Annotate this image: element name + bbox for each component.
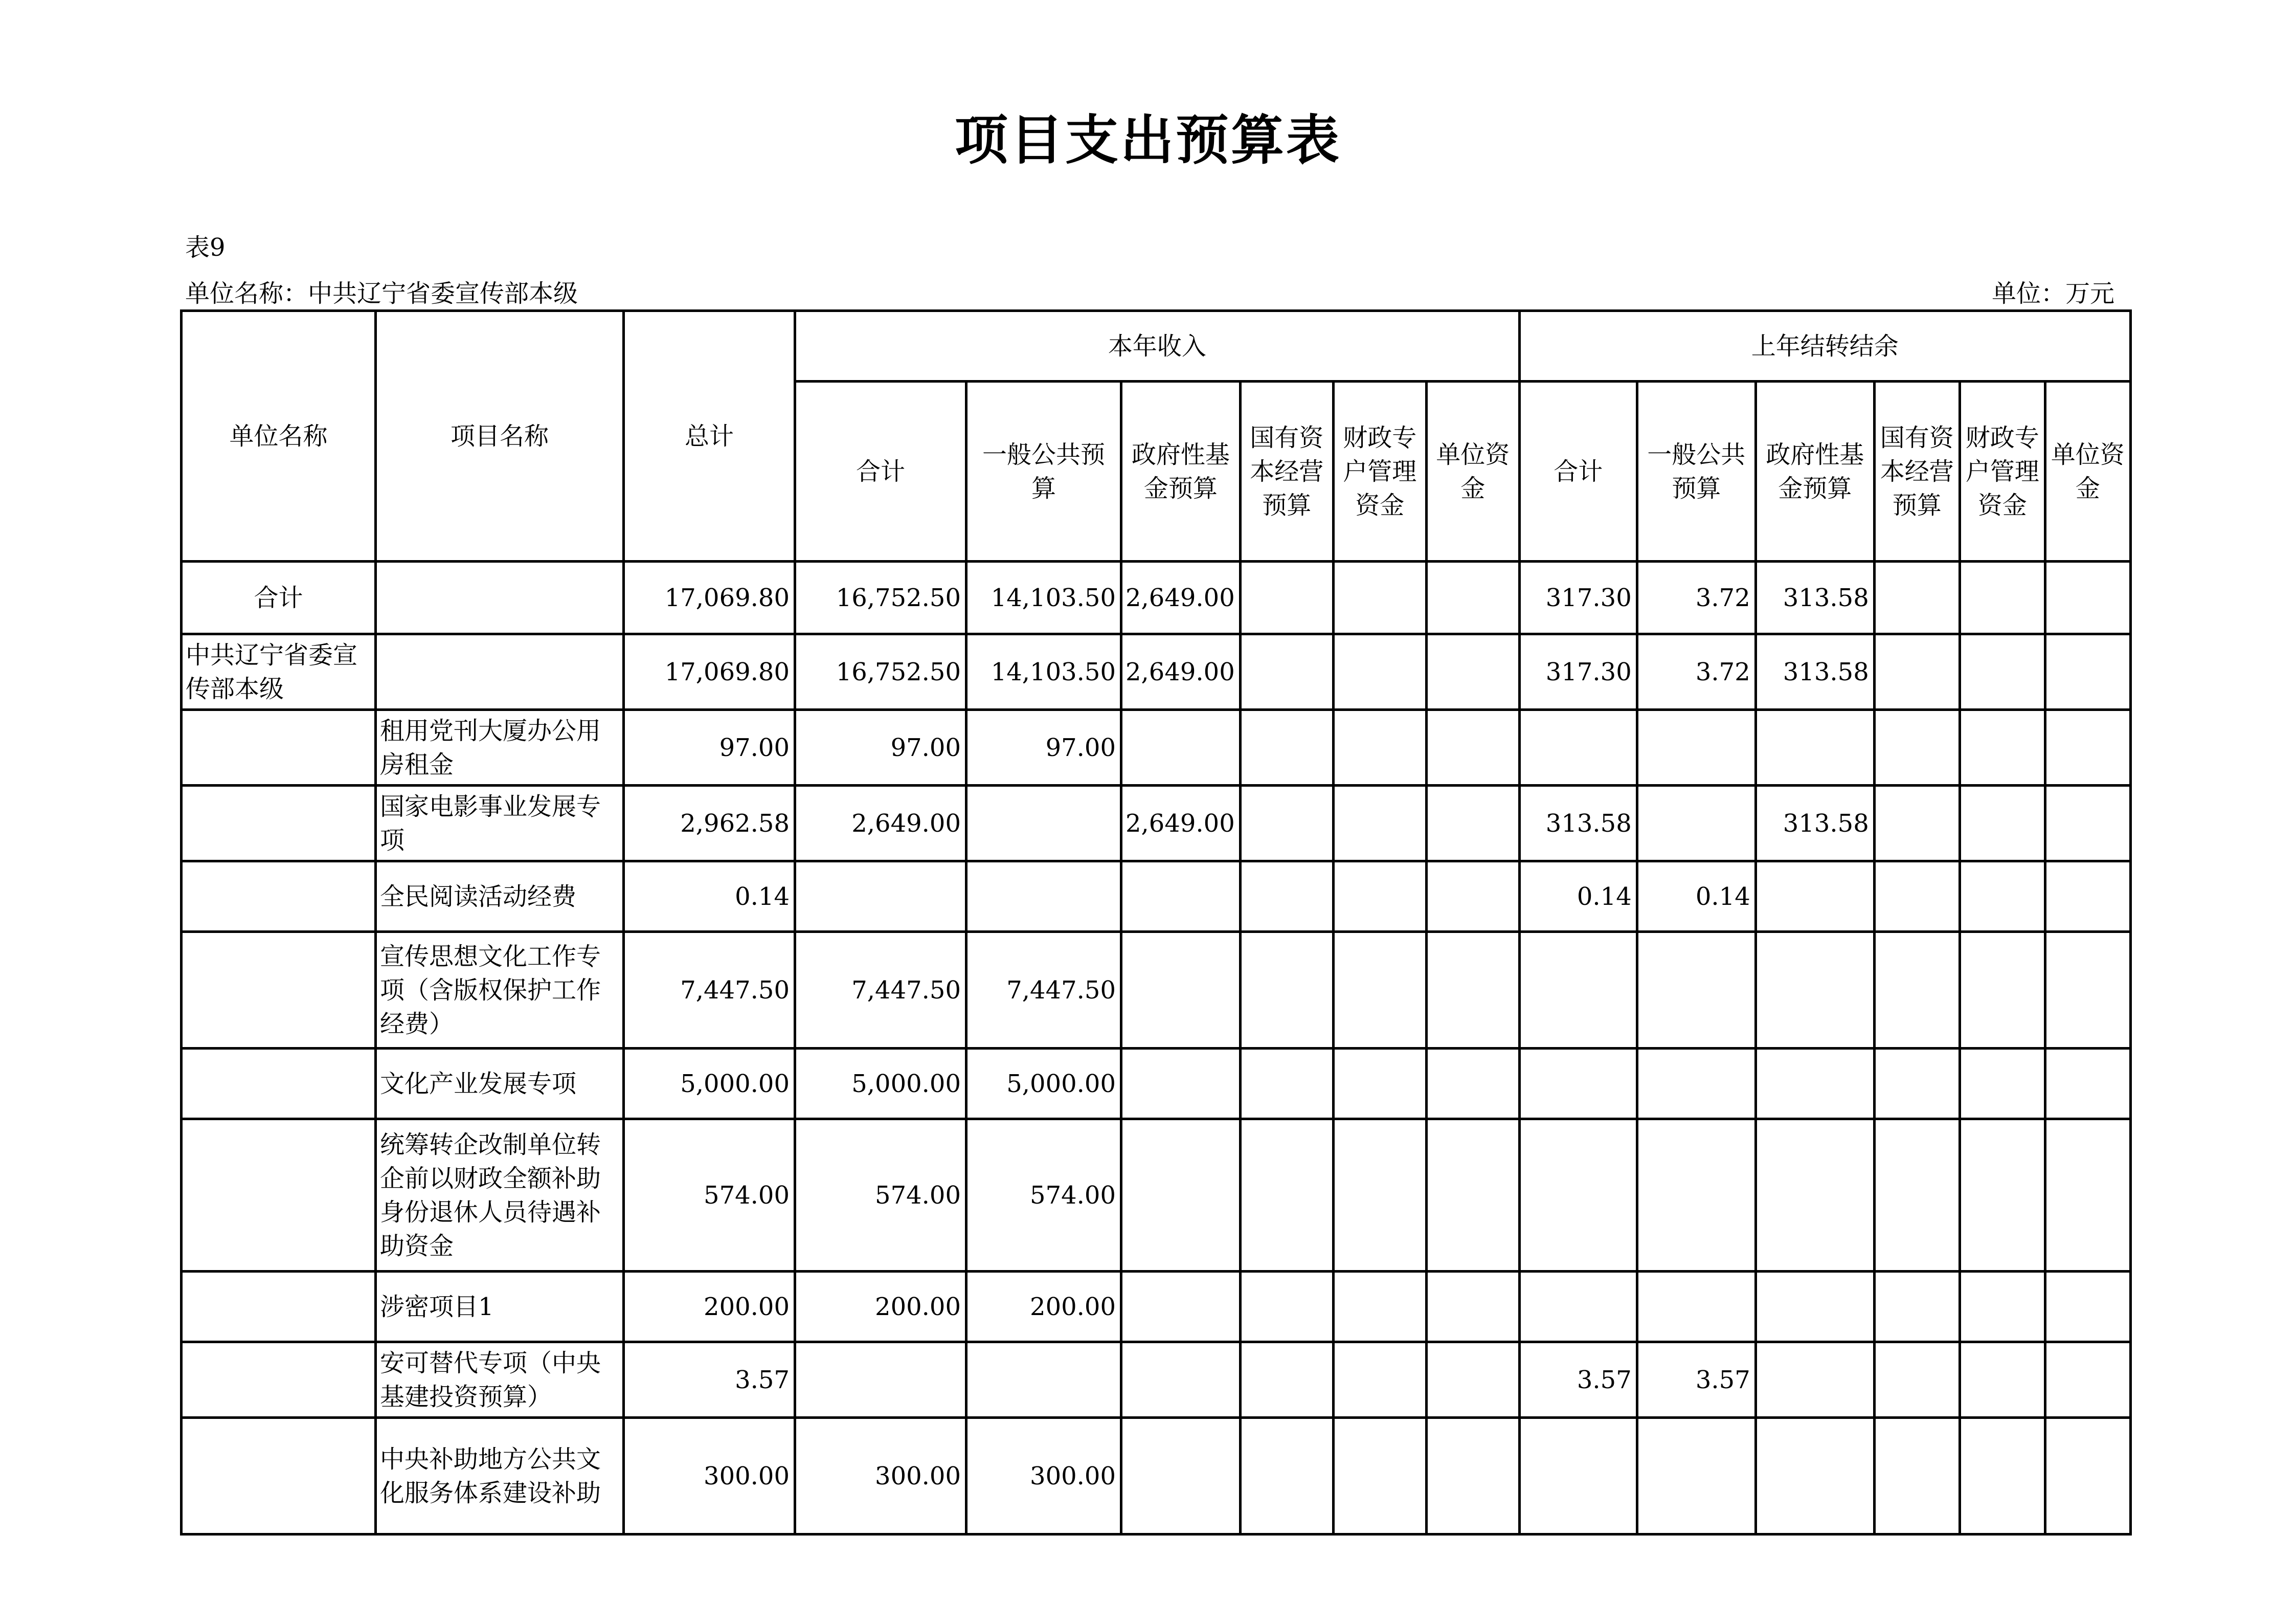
cell-p-sum: 313.58 bbox=[1519, 786, 1637, 861]
cell-c-state bbox=[1240, 562, 1333, 634]
cell-c-state bbox=[1240, 932, 1333, 1049]
cell-project bbox=[376, 634, 624, 710]
cell-c-gov bbox=[1121, 861, 1241, 932]
currency-unit-label: 单位：万元 bbox=[1991, 279, 2114, 308]
cell-project: 统筹转企改制单位转企前以财政全额补助身份退休人员待遇补助资金 bbox=[376, 1119, 624, 1272]
header-cur-general: 一般公共预算 bbox=[966, 382, 1121, 562]
cell-c-gen bbox=[966, 786, 1121, 861]
cell-c-spec bbox=[1333, 1272, 1426, 1342]
header-prev-gov-fund: 政府性基金预算 bbox=[1755, 382, 1874, 562]
cell-c-state bbox=[1240, 1342, 1333, 1418]
cell-c-gov bbox=[1121, 1342, 1241, 1418]
table-row bbox=[182, 861, 2131, 932]
cell-c-spec bbox=[1333, 1342, 1426, 1418]
cell-c-unit bbox=[1426, 710, 1519, 786]
cell-c-spec bbox=[1333, 634, 1426, 710]
cell-c-state bbox=[1240, 710, 1333, 786]
cell-c-sum: 2,649.00 bbox=[795, 786, 966, 861]
cell-c-gov bbox=[1121, 1119, 1241, 1272]
table-row bbox=[182, 786, 2131, 861]
cell-p-spec bbox=[1960, 562, 2045, 634]
cell-c-spec bbox=[1333, 786, 1426, 861]
cell-p-sum: 3.57 bbox=[1519, 1342, 1637, 1418]
cell-p-state bbox=[1874, 1342, 1960, 1418]
cell-c-unit bbox=[1426, 1049, 1519, 1119]
cell-p-sum bbox=[1519, 710, 1637, 786]
header-prev-state-capital: 国有资本经营预算 bbox=[1874, 382, 1960, 562]
header-prev-unit: 单位资金 bbox=[2045, 382, 2130, 562]
cell-c-sum: 5,000.00 bbox=[795, 1049, 966, 1119]
cell-c-spec bbox=[1333, 932, 1426, 1049]
cell-p-gen bbox=[1637, 1119, 1755, 1272]
cell-unit bbox=[182, 1418, 376, 1534]
cell-p-sum bbox=[1519, 1272, 1637, 1342]
cell-p-unit bbox=[2045, 786, 2130, 861]
cell-c-spec bbox=[1333, 1418, 1426, 1534]
cell-p-sum bbox=[1519, 1119, 1637, 1272]
unit-name-label: 单位名称：中共辽宁省委宣传部本级 bbox=[185, 279, 578, 308]
cell-p-gen: 3.57 bbox=[1637, 1342, 1755, 1418]
cell-p-unit bbox=[2045, 1272, 2130, 1342]
cell-p-sum: 317.30 bbox=[1519, 562, 1637, 634]
cell-c-sum: 7,447.50 bbox=[795, 932, 966, 1049]
cell-p-gov bbox=[1755, 1418, 1874, 1534]
cell-c-spec bbox=[1333, 1049, 1426, 1119]
table-row bbox=[182, 1418, 2131, 1534]
cell-p-sum bbox=[1519, 1418, 1637, 1534]
cell-total: 300.00 bbox=[624, 1418, 795, 1534]
header-prev-sum: 合计 bbox=[1519, 382, 1637, 562]
cell-p-gov bbox=[1755, 1119, 1874, 1272]
cell-total: 7,447.50 bbox=[624, 932, 795, 1049]
cell-project bbox=[376, 562, 624, 634]
cell-c-unit bbox=[1426, 1272, 1519, 1342]
cell-c-gen bbox=[966, 861, 1121, 932]
cell-c-gov bbox=[1121, 1272, 1241, 1342]
cell-c-gov: 2,649.00 bbox=[1121, 786, 1241, 861]
cell-c-spec bbox=[1333, 562, 1426, 634]
header-unit: 单位名称 bbox=[182, 311, 376, 562]
cell-project: 国家电影事业发展专项 bbox=[376, 786, 624, 861]
cell-c-state bbox=[1240, 1119, 1333, 1272]
cell-c-sum bbox=[795, 861, 966, 932]
cell-c-unit bbox=[1426, 1342, 1519, 1418]
table-row bbox=[182, 932, 2131, 1049]
cell-p-spec bbox=[1960, 786, 2045, 861]
cell-c-sum bbox=[795, 1342, 966, 1418]
cell-c-unit bbox=[1426, 861, 1519, 932]
cell-p-gov bbox=[1755, 710, 1874, 786]
table-row bbox=[182, 1119, 2131, 1272]
cell-p-gov bbox=[1755, 932, 1874, 1049]
cell-total: 3.57 bbox=[624, 1342, 795, 1418]
cell-unit bbox=[182, 932, 376, 1049]
cell-unit bbox=[182, 1119, 376, 1272]
cell-c-gov: 2,649.00 bbox=[1121, 634, 1241, 710]
cell-total: 97.00 bbox=[624, 710, 795, 786]
cell-unit bbox=[182, 1342, 376, 1418]
cell-p-state bbox=[1874, 634, 1960, 710]
cell-p-gen: 0.14 bbox=[1637, 861, 1755, 932]
cell-p-gov bbox=[1755, 861, 1874, 932]
cell-p-state bbox=[1874, 932, 1960, 1049]
cell-total: 2,962.58 bbox=[624, 786, 795, 861]
cell-c-gen: 200.00 bbox=[966, 1272, 1121, 1342]
cell-c-sum: 200.00 bbox=[795, 1272, 966, 1342]
cell-c-state bbox=[1240, 634, 1333, 710]
cell-p-unit bbox=[2045, 1119, 2130, 1272]
cell-unit bbox=[182, 1272, 376, 1342]
header-carryover: 上年结转结余 bbox=[1519, 311, 2130, 382]
cell-c-unit bbox=[1426, 932, 1519, 1049]
cell-c-unit bbox=[1426, 562, 1519, 634]
cell-c-sum: 16,752.50 bbox=[795, 634, 966, 710]
cell-c-state bbox=[1240, 1272, 1333, 1342]
cell-p-gen: 3.72 bbox=[1637, 634, 1755, 710]
cell-p-unit bbox=[2045, 634, 2130, 710]
header-prev-special: 财政专户管理资金 bbox=[1960, 382, 2045, 562]
cell-unit bbox=[182, 861, 376, 932]
header-cur-state-capital: 国有资本经营预算 bbox=[1240, 382, 1333, 562]
cell-p-spec bbox=[1960, 1418, 2045, 1534]
cell-p-state bbox=[1874, 562, 1960, 634]
cell-p-sum: 0.14 bbox=[1519, 861, 1637, 932]
cell-c-gen: 574.00 bbox=[966, 1119, 1121, 1272]
cell-p-spec bbox=[1960, 1272, 2045, 1342]
cell-p-spec bbox=[1960, 710, 2045, 786]
header-prev-general: 一般公共预算 bbox=[1637, 382, 1755, 562]
cell-p-state bbox=[1874, 710, 1960, 786]
cell-p-state bbox=[1874, 1119, 1960, 1272]
cell-p-gen bbox=[1637, 1272, 1755, 1342]
cell-total: 574.00 bbox=[624, 1119, 795, 1272]
cell-p-unit bbox=[2045, 932, 2130, 1049]
cell-p-unit bbox=[2045, 562, 2130, 634]
budget-table bbox=[180, 309, 2132, 1536]
cell-c-state bbox=[1240, 1418, 1333, 1534]
cell-total: 200.00 bbox=[624, 1272, 795, 1342]
cell-project: 安可替代专项（中央基建投资预算） bbox=[376, 1342, 624, 1418]
cell-c-gen: 14,103.50 bbox=[966, 634, 1121, 710]
cell-total: 5,000.00 bbox=[624, 1049, 795, 1119]
cell-p-gov: 313.58 bbox=[1755, 562, 1874, 634]
cell-c-unit bbox=[1426, 1119, 1519, 1272]
cell-c-gen: 14,103.50 bbox=[966, 562, 1121, 634]
cell-c-sum: 300.00 bbox=[795, 1418, 966, 1534]
cell-p-spec bbox=[1960, 1342, 2045, 1418]
cell-c-sum: 574.00 bbox=[795, 1119, 966, 1272]
cell-project: 文化产业发展专项 bbox=[376, 1049, 624, 1119]
cell-p-spec bbox=[1960, 861, 2045, 932]
cell-project: 全民阅读活动经费 bbox=[376, 861, 624, 932]
header-total: 总计 bbox=[624, 311, 795, 562]
cell-c-gov bbox=[1121, 1049, 1241, 1119]
cell-c-state bbox=[1240, 786, 1333, 861]
cell-c-gov: 2,649.00 bbox=[1121, 562, 1241, 634]
cell-c-sum: 97.00 bbox=[795, 710, 966, 786]
cell-p-spec bbox=[1960, 932, 2045, 1049]
cell-p-unit bbox=[2045, 1418, 2130, 1534]
cell-total: 0.14 bbox=[624, 861, 795, 932]
table-row bbox=[182, 1049, 2131, 1119]
cell-c-unit bbox=[1426, 1418, 1519, 1534]
cell-c-sum: 16,752.50 bbox=[795, 562, 966, 634]
cell-p-gen bbox=[1637, 1049, 1755, 1119]
cell-project: 涉密项目1 bbox=[376, 1272, 624, 1342]
cell-p-spec bbox=[1960, 1049, 2045, 1119]
cell-project: 宣传思想文化工作专项（含版权保护工作经费） bbox=[376, 932, 624, 1049]
header-cur-gov-fund: 政府性基金预算 bbox=[1121, 382, 1241, 562]
cell-p-sum bbox=[1519, 1049, 1637, 1119]
cell-p-gen bbox=[1637, 710, 1755, 786]
cell-c-gov bbox=[1121, 932, 1241, 1049]
cell-c-gen: 300.00 bbox=[966, 1418, 1121, 1534]
cell-unit bbox=[182, 710, 376, 786]
header-cur-unit: 单位资金 bbox=[1426, 382, 1519, 562]
cell-p-spec bbox=[1960, 634, 2045, 710]
table-row bbox=[182, 562, 2131, 634]
cell-p-unit bbox=[2045, 710, 2130, 786]
header-cur-sum: 合计 bbox=[795, 382, 966, 562]
cell-p-gov bbox=[1755, 1049, 1874, 1119]
cell-p-unit bbox=[2045, 1049, 2130, 1119]
cell-c-state bbox=[1240, 861, 1333, 932]
cell-c-state bbox=[1240, 1049, 1333, 1119]
table-row bbox=[182, 710, 2131, 786]
cell-p-gen bbox=[1637, 1418, 1755, 1534]
table-row bbox=[182, 1342, 2131, 1418]
cell-p-state bbox=[1874, 1418, 1960, 1534]
cell-p-unit bbox=[2045, 1342, 2130, 1418]
table-number: 表9 bbox=[185, 233, 226, 262]
cell-c-spec bbox=[1333, 861, 1426, 932]
cell-project: 中央补助地方公共文化服务体系建设补助 bbox=[376, 1418, 624, 1534]
cell-p-state bbox=[1874, 1049, 1960, 1119]
table-row bbox=[182, 1272, 2131, 1342]
cell-c-gov bbox=[1121, 1418, 1241, 1534]
cell-c-spec bbox=[1333, 710, 1426, 786]
table-body bbox=[182, 562, 2131, 1534]
cell-c-spec bbox=[1333, 1119, 1426, 1272]
header-current-income: 本年收入 bbox=[795, 311, 1520, 382]
cell-p-gov bbox=[1755, 1342, 1874, 1418]
cell-c-gen: 97.00 bbox=[966, 710, 1121, 786]
cell-p-gov: 313.58 bbox=[1755, 786, 1874, 861]
page-title: 项目支出预算表 bbox=[954, 109, 1341, 171]
cell-p-sum bbox=[1519, 932, 1637, 1049]
cell-c-unit bbox=[1426, 786, 1519, 861]
cell-project: 租用党刊大厦办公用房租金 bbox=[376, 710, 624, 786]
cell-unit bbox=[182, 1049, 376, 1119]
cell-p-state bbox=[1874, 786, 1960, 861]
cell-p-spec bbox=[1960, 1119, 2045, 1272]
cell-c-gen: 7,447.50 bbox=[966, 932, 1121, 1049]
table-row bbox=[182, 634, 2131, 710]
header-cur-special: 财政专户管理资金 bbox=[1333, 382, 1426, 562]
cell-p-state bbox=[1874, 1272, 1960, 1342]
cell-unit: 中共辽宁省委宣传部本级 bbox=[182, 634, 376, 710]
cell-p-unit bbox=[2045, 861, 2130, 932]
cell-p-gov bbox=[1755, 1272, 1874, 1342]
cell-p-gen bbox=[1637, 932, 1755, 1049]
cell-total: 17,069.80 bbox=[624, 562, 795, 634]
cell-c-gen bbox=[966, 1342, 1121, 1418]
cell-total: 17,069.80 bbox=[624, 634, 795, 710]
header-project: 项目名称 bbox=[376, 311, 624, 562]
cell-p-state bbox=[1874, 861, 1960, 932]
cell-p-gen bbox=[1637, 786, 1755, 861]
cell-unit bbox=[182, 786, 376, 861]
cell-c-unit bbox=[1426, 634, 1519, 710]
cell-p-gov: 313.58 bbox=[1755, 634, 1874, 710]
cell-unit: 合计 bbox=[182, 562, 376, 634]
cell-c-gov bbox=[1121, 710, 1241, 786]
cell-p-sum: 317.30 bbox=[1519, 634, 1637, 710]
cell-p-gen: 3.72 bbox=[1637, 562, 1755, 634]
cell-c-gen: 5,000.00 bbox=[966, 1049, 1121, 1119]
